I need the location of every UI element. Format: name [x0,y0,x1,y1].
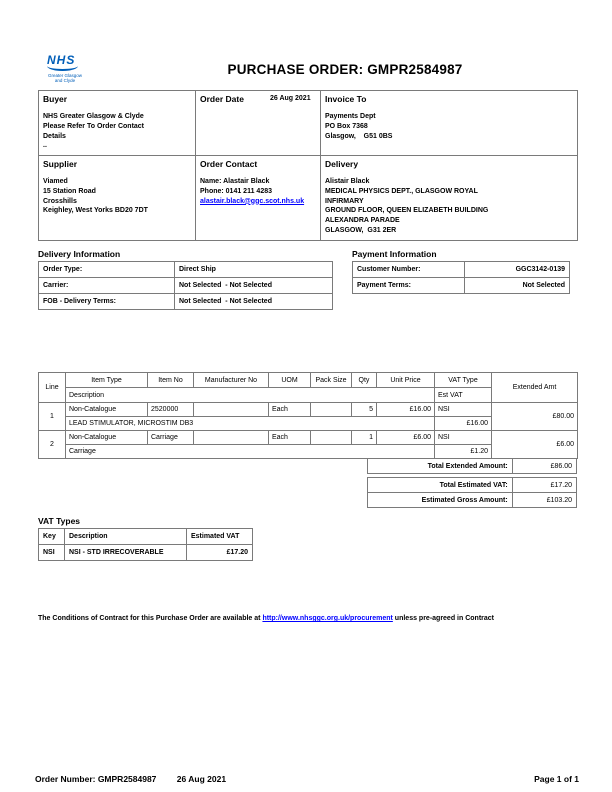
item-manufacturer-no [194,431,269,445]
order-type-value: Direct Ship [175,262,333,278]
col-header-uom: UOM [269,373,311,388]
totals-section [367,458,577,508]
col-header-item-no: Item No [148,373,194,388]
footer-page-number: Page 1 of 1 [534,774,579,784]
order-contact-phone: Phone: 0141 211 4283 [200,187,272,195]
delivery-line: Alistair Black [325,178,370,185]
estimated-gross-amount-label: Estimated Gross Amount: [368,493,513,508]
item-description: Carriage [66,445,435,459]
order-contact-name: Name: Alastair Black [200,178,270,185]
item-est-vat: £1.20 [435,445,492,459]
order-contact-heading: Order Contact [200,159,258,169]
item-est-vat: £16.00 [435,417,492,431]
delivery-heading: Delivery [325,159,359,169]
invoice-to-line: Glasgow, G51 0BS [325,132,393,140]
order-contact-cell [196,156,321,241]
footer-order-number: Order Number: GMPR2584987 [35,774,157,784]
delivery-line: GROUND FLOOR, QUEEN ELIZABETH BUILDING [325,207,489,215]
nhs-org-name-line2: and Clyde [54,78,76,84]
invoice-to-heading: Invoice To [325,94,367,104]
vat-est-vat: £17.20 [187,545,253,561]
delivery-information-table [38,261,333,310]
nhs-logo [47,54,95,84]
total-vat-gross-rows [367,477,577,508]
item-unit-price: £16.00 [377,403,435,417]
item-uom: Each [269,403,311,417]
item-pack-size [311,431,352,445]
item-unit-price: £6.00 [377,431,435,445]
delivery-line: GLASGOW, G31 2ER [325,226,397,234]
supplier-line: Crosshills [43,197,77,205]
vat-key: NSI [39,545,65,561]
vat-description: NSI - STD IRRECOVERABLE [65,545,187,561]
buyer-line: Details [43,132,66,140]
nhs-logo-text: NHS [47,53,76,67]
vat-types-table [38,528,253,561]
fob-delivery-terms-value: Not Selected - Not Selected [175,294,333,310]
col-header-description: Description [66,388,435,403]
procurement-link[interactable]: http://www.nhsggc.org.uk/procurement [262,615,393,622]
buyer-line: NHS Greater Glasgow & Clyde [43,113,144,120]
col-header-pack-size: Pack Size [311,373,352,388]
invoice-to-line: PO Box 7368 [325,122,368,130]
customer-number-value: GGC3142-0139 [465,262,570,278]
delivery-line: ALEXANDRA PARADE [325,217,400,225]
carrier-label: Carrier: [39,278,175,294]
payment-information-heading: Payment Information [352,249,437,259]
order-date-label: Order Date [200,94,244,104]
item-manufacturer-no [194,403,269,417]
delivery-information-heading: Delivery Information [38,249,121,259]
page-footer [35,774,579,784]
invoice-to-cell [321,91,578,156]
estimated-gross-amount-value: £103.20 [512,493,576,508]
carrier-value: Not Selected - Not Selected [175,278,333,294]
vat-col-est-vat: Estimated VAT [187,529,253,545]
vat-col-description: Description [65,529,187,545]
order-contact-email-link[interactable]: alastair.black@ggc.scot.nhs.uk [200,197,305,205]
total-estimated-vat-label: Total Estimated VAT: [368,478,513,493]
conditions-prefix: The Conditions of Contract for this Purchase Order are available at [38,615,263,622]
conditions-suffix: unless pre-agreed in Contract [392,615,494,622]
col-header-extended-amt: Extended Amt [492,373,578,403]
item-extended-amt: £6.00 [492,431,578,459]
nhs-org-name-line1: Greater Glasgow [47,73,82,78]
item-type: Non-Catalogue [66,403,148,417]
col-header-line: Line [39,373,66,403]
delivery-line: INFIRMARY [325,197,364,205]
item-description: LEAD STIMULATOR, MICROSTIM DB3 [66,417,435,431]
supplier-line: Keighley, West Yorks BD20 7DT [43,207,148,215]
item-line-no: 1 [39,403,66,431]
total-extended-row [367,458,577,474]
vat-col-key: Key [39,529,65,545]
item-type: Non-Catalogue [66,431,148,445]
supplier-line: Viamed [43,178,68,185]
payment-terms-label: Payment Terms: [353,278,465,294]
line-items-table [38,372,578,459]
total-estimated-vat-value: £17.20 [512,478,576,493]
buyer-line: Please Refer To Order Contact [43,122,145,130]
total-extended-label: Total Extended Amount: [368,459,513,474]
item-qty: 5 [352,403,377,417]
page-title: PURCHASE ORDER: GMPR2584987 [227,62,463,77]
customer-number-label: Customer Number: [353,262,465,278]
col-header-est-vat: Est VAT [435,388,492,403]
order-type-label: Order Type: [39,262,175,278]
item-line-no: 2 [39,431,66,459]
item-uom: Each [269,431,311,445]
order-date-cell [196,91,321,156]
footer-date: 26 Aug 2021 [176,774,227,784]
col-header-item-type: Item Type [66,373,148,388]
item-pack-size [311,403,352,417]
buyer-cell [39,91,196,156]
buyer-heading: Buyer [43,94,68,104]
order-date-value: 26 Aug 2021 [270,95,311,102]
item-vat-type: NSI [435,431,492,445]
conditions-of-contract-text [38,614,578,624]
item-extended-amt: £80.00 [492,403,578,431]
col-header-unit-price: Unit Price [377,373,435,388]
vat-types-heading: VAT Types [38,516,81,526]
col-header-manufacturer-no: Manufacturer No [194,373,269,388]
item-no: 2520000 [148,403,194,417]
total-extended-value: £86.00 [512,459,576,474]
footer-left [35,774,244,784]
header-info-table [38,90,578,241]
supplier-line: 15 Station Road [43,187,96,195]
supplier-heading: Supplier [43,159,78,169]
fob-delivery-terms-label: FOB - Delivery Terms: [39,294,175,310]
col-header-vat-type: VAT Type [435,373,492,388]
table-row [39,431,578,445]
payment-terms-value: Not Selected [465,278,570,294]
col-header-qty: Qty [352,373,377,388]
delivery-cell [321,156,578,241]
item-vat-type: NSI [435,403,492,417]
buyer-line: .. [43,142,47,150]
payment-information-table [352,261,570,294]
table-row [39,545,253,561]
item-no: Carriage [148,431,194,445]
item-qty: 1 [352,431,377,445]
invoice-to-line: Payments Dept [325,113,376,120]
table-row [39,403,578,417]
supplier-cell [39,156,196,241]
delivery-line: MEDICAL PHYSICS DEPT., GLASGOW ROYAL [325,187,478,195]
